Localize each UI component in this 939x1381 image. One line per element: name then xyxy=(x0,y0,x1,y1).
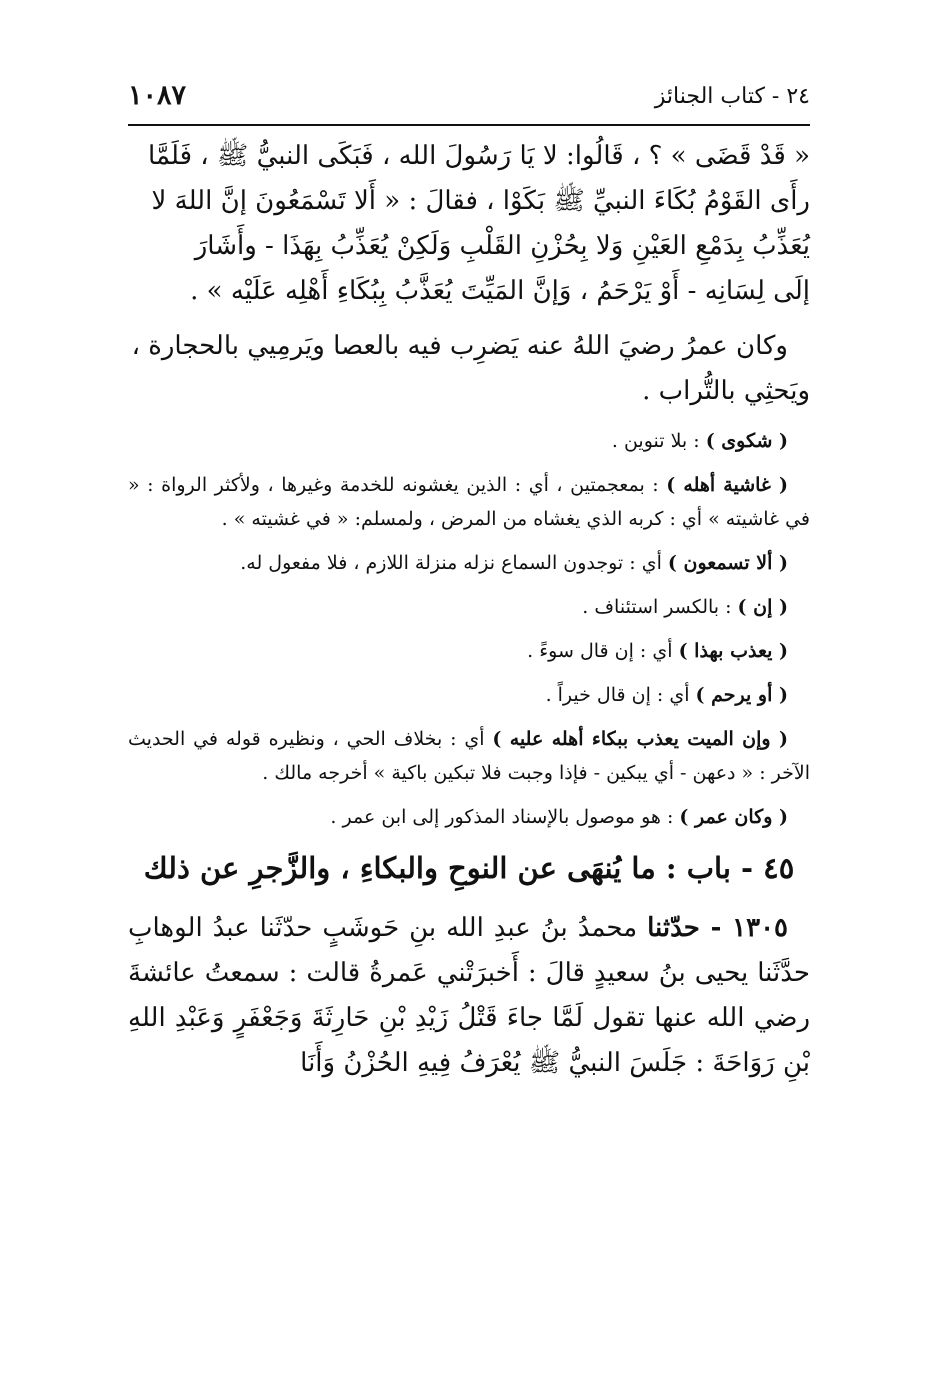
note-text: : بمعجمتين ، أي : الذين يغشونه للخدمة وغيرها ، ولأكثر الرواة : « في غاشيته » أي : كربه الذي يغشاه من المرض ، ولمسلم: « في غشيته » . xyxy=(128,474,810,530)
chapter-heading: ٤٥ - باب : ما يُنهَى عن النوحِ والبكاءِ ، والزَّجرِ عن ذلك xyxy=(143,851,795,885)
running-title: ٢٤ - كتاب الجنائز xyxy=(654,84,810,109)
text-line: إلَى لِسَانِه - أَوْ يَرْحَمُ ، وَإنَّ المَيِّتَ يُعَذَّبُ بِبُكَاءِ أَهْلِه عَلَيْه » . xyxy=(190,276,810,306)
note-entry xyxy=(128,590,810,624)
text-line: رأَى القَوْمُ بُكَاءَ النبيِّ ﷺ بَكَوْا ، فقالَ : « أَلا تَسْمَعُونَ إنَّ اللهَ لا xyxy=(151,186,810,216)
page-content xyxy=(128,134,810,1086)
note-text: : بلا تنوين . xyxy=(611,430,706,452)
hadith-paragraph xyxy=(128,906,810,1086)
page-number: ١٠٨٧ xyxy=(128,80,187,111)
text-line: وكان عمرُ رضيَ اللهُ عنه يَضرِب فيه بالعصا ويَرمِيي بالحجارة ، xyxy=(131,331,788,361)
commentary-notes xyxy=(128,424,810,834)
note-entry xyxy=(128,634,810,668)
narration-paragraph xyxy=(128,324,810,414)
note-term: ( وكان عمر ) xyxy=(679,806,788,828)
note-term: ( ألا تسمعون ) xyxy=(667,552,788,574)
note-text: أي : إن قال خيراً . xyxy=(545,684,696,706)
text-line: يُعَذِّبُ بِدَمْعِ العَيْنِ وَلا بِحُزْنِ القَلْبِ وَلَكِنْ يُعَذِّبُ بِهَذَا - وأَشَارَ xyxy=(194,231,810,261)
note-text: أي : إن قال سوءً . xyxy=(527,640,679,662)
note-text: أي : بخلاف الحي ، ونظيره قوله في الحديث الآخر : « دعهن - أي يبكين - فإذا وجبت فلا تبكين باكية » أخرجه مالك . xyxy=(128,728,810,784)
note-term: ( يعذب بهذا ) xyxy=(678,640,788,662)
note-entry xyxy=(128,546,810,580)
note-entry xyxy=(128,800,810,834)
page-header xyxy=(128,80,810,120)
note-entry xyxy=(128,424,810,458)
note-text: : بالكسر استئناف . xyxy=(582,596,738,618)
note-entry xyxy=(128,722,810,790)
text-line: « قَدْ قَضَى » ؟ ، قَالُوا: لا يَا رَسُولَ الله ، فَبَكَى النبيُّ ﷺ ، فَلَمَّا xyxy=(148,141,810,171)
hadith-number: ١٣٠٥ - حدّثنا xyxy=(647,913,788,943)
note-text: : هو موصول بالإسناد المذكور إلى ابن عمر . xyxy=(330,806,680,828)
hadith-text: محمدُ بنُ عبدِ الله بنِ حَوشَبٍ حدّثَنا عبدُ الوهابِ حدَّثَنا يحيى بنُ سعيدٍ قالَ : أَخبرَتْني عَمرةُ قالت : سمعتُ عائشةَ رضي الله عنها تقول لَمَّا جاءَ قَتْلُ زَيْدِ بْنِ حَارِثَةَ وَجَعْفَرٍ وَعَبْدِ اللهِ بْنِ رَوَاحَةَ : جَلَسَ النبيُّ ﷺ يُعْرَفُ فِيهِ الحُزْنُ وَأَنَا xyxy=(128,913,810,1078)
note-entry xyxy=(128,678,810,712)
note-entry xyxy=(128,468,810,536)
note-term: ( وإن الميت يعذب ببكاء أهله عليه ) xyxy=(492,728,788,750)
note-term: ( غاشية أهله ) xyxy=(666,474,788,496)
hadith-continuation xyxy=(128,134,810,314)
text-line: ويَحثِي بالتُّراب . xyxy=(642,376,810,406)
note-text: أي : توجدون السماع نزله منزلة اللازم ، فلا مفعول له. xyxy=(240,552,668,574)
note-term: ( أو يرحم ) xyxy=(695,684,788,706)
header-rule xyxy=(128,124,810,126)
note-term: ( شكوى ) xyxy=(705,430,788,452)
note-term: ( إن ) xyxy=(737,596,788,618)
